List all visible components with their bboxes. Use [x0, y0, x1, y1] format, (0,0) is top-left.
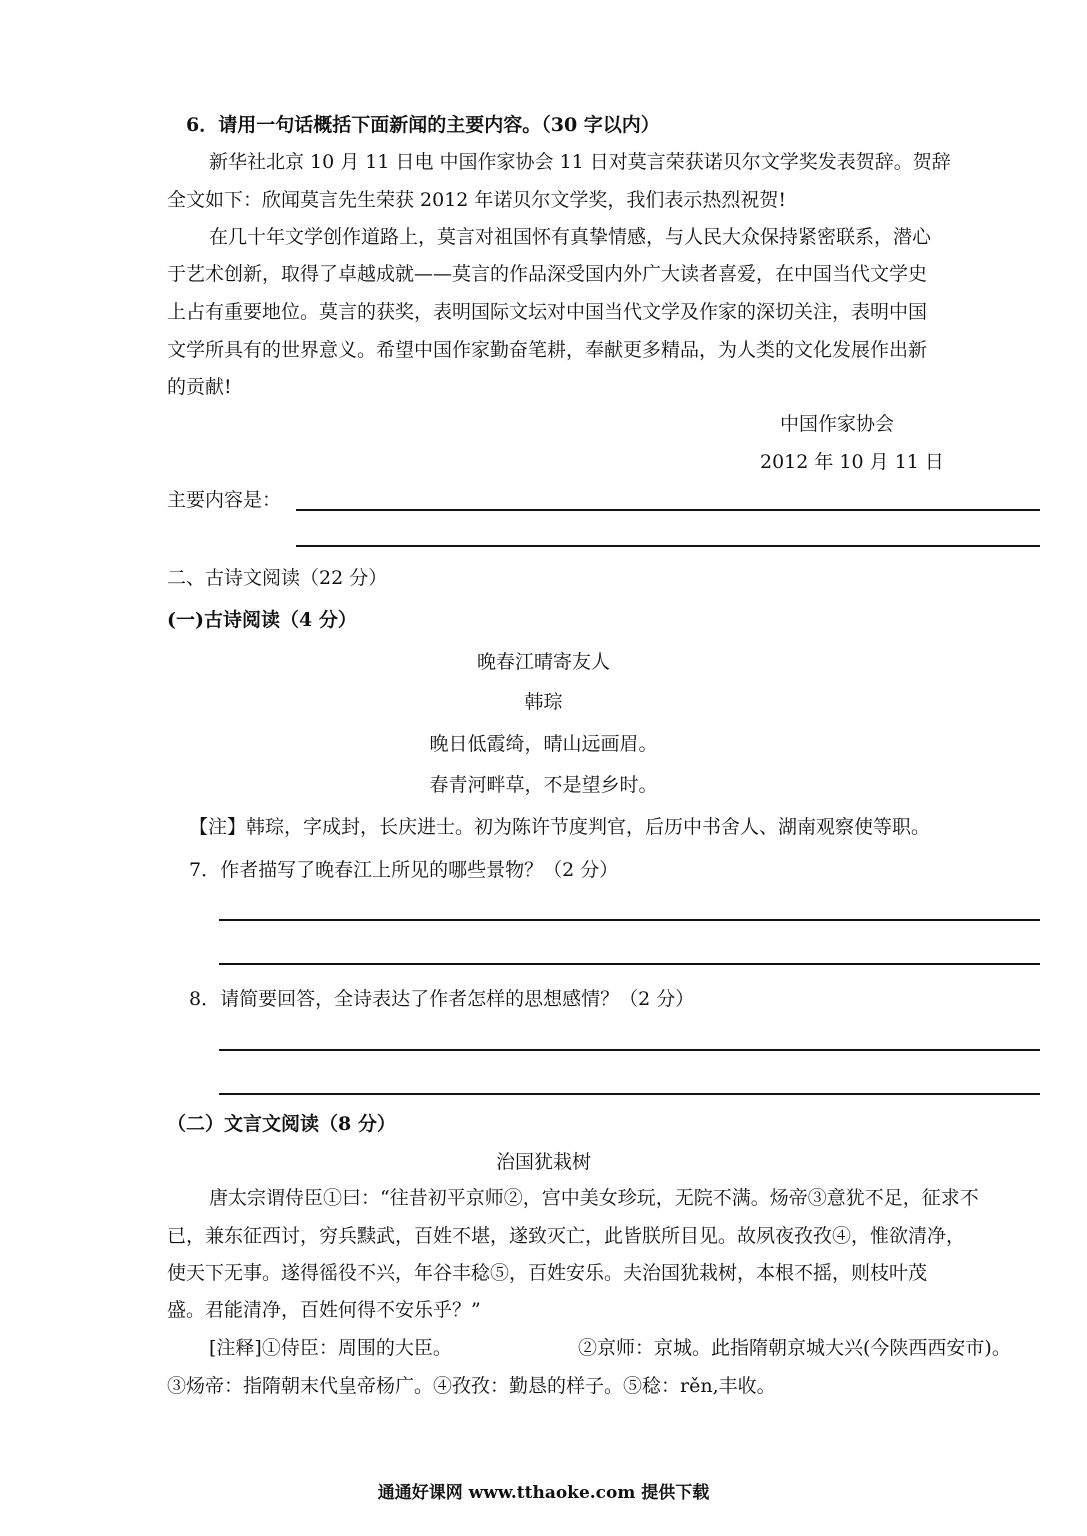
answer-label: 主要内容是： [167, 489, 282, 511]
q8-answer-line-2[interactable] [219, 1093, 1040, 1095]
news-para2-line4: 文学所具有的世界意义。希望中国作家勤奋笔耕，奉献更多精品，为人类的文化发展作出新 [167, 339, 928, 361]
q6-title: 6．请用一句话概括下面新闻的主要内容。（30 字以内） [186, 114, 660, 136]
prose-line-1: 唐太宗谓侍臣①曰：“往昔初平京师②，宫中美女珍玩，无院不满。炀帝③意犹不足，征求不 [209, 1187, 979, 1209]
news-para2-line3: 上占有重要地位。莫言的获奖，表明国际文坛对中国当代文学及作家的深切关注，表明中国 [167, 301, 928, 323]
answer-line-1[interactable] [296, 509, 1040, 511]
prose-line-4: 盛。君能清净，百姓何得不安乐乎？” [167, 1299, 481, 1321]
poem-author: 韩琮 [524, 691, 563, 713]
q7-answer-line-1[interactable] [219, 919, 1040, 921]
news-para2-line5: 的贡献! [167, 376, 232, 398]
q8-answer-line-1[interactable] [219, 1049, 1040, 1051]
answer-line-2[interactable] [296, 545, 1040, 547]
prose-note-a: [注释]①侍臣：周围的大臣。 [209, 1337, 452, 1359]
footer: 通通好课网 www.tthaoke.com 提供下载 [377, 1483, 710, 1503]
prose-line-3: 使天下无事。遂得徭役不兴，年谷丰稔⑤，百姓安乐。夫治国犹栽树，本根不摇，则枝叶茂 [167, 1262, 928, 1284]
news-para2-line1: 在几十年文学创作道路上，莫言对祖国怀有真挚情感，与人民大众保持紧密联系，潜心 [209, 226, 932, 248]
q8: 8．请简要回答，全诗表达了作者怎样的思想感情？（2 分） [189, 988, 695, 1010]
news-para1-line1: 新华社北京 10 月 11 日电 中国作家协会 11 日对莫言荣获诺贝尔文学奖发表贺辞。贺辞 [209, 151, 951, 173]
subsection2-title: （二）文言文阅读（8 分） [167, 1113, 396, 1135]
poem-note: 【注】韩琮，字成封，长庆进士。初为陈许节度判官，后历中书舍人、湖南观察使等职。 [189, 816, 931, 838]
prose-note-b: ②京师：京城。此指隋朝京城大兴(今陕西西安市)。 [578, 1337, 1011, 1359]
prose-note-line-2: ③炀帝：指隋朝末代皇帝杨广。④孜孜：勤恳的样子。⑤稔：rěn,丰收。 [167, 1375, 776, 1397]
q7-answer-line-2[interactable] [219, 963, 1040, 965]
prose-line-2: 已，兼东征西讨，穷兵黩武，百姓不堪，遂致灭亡，此皆朕所目见。故夙夜孜孜④，惟欲清净， [167, 1225, 966, 1247]
date: 2012 年 10 月 11 日 [760, 451, 944, 473]
subsection1-title: (一)古诗阅读（4 分） [167, 609, 357, 631]
section2-title: 二、古诗文阅读（22 分） [167, 567, 388, 589]
q7: 7．作者描写了晚春江上所见的哪些景物？（2 分） [189, 859, 619, 881]
signature: 中国作家协会 [780, 413, 895, 435]
prose-title: 治国犹栽树 [495, 1151, 591, 1173]
poem-line-1: 晚日低霞绮，晴山远画眉。 [429, 733, 658, 755]
news-para2-line2: 于艺术创新，取得了卓越成就——莫言的作品深受国内外广大读者喜爱，在中国当代文学史 [167, 263, 928, 285]
poem-line-2: 春青河畔草，不是望乡时。 [429, 774, 658, 796]
poem-title: 晚春江晴寄友人 [476, 651, 610, 673]
news-para1-line2: 全文如下：欣闻莫言先生荣获 2012 年诺贝尔文学奖，我们表示热烈祝贺! [167, 189, 787, 211]
